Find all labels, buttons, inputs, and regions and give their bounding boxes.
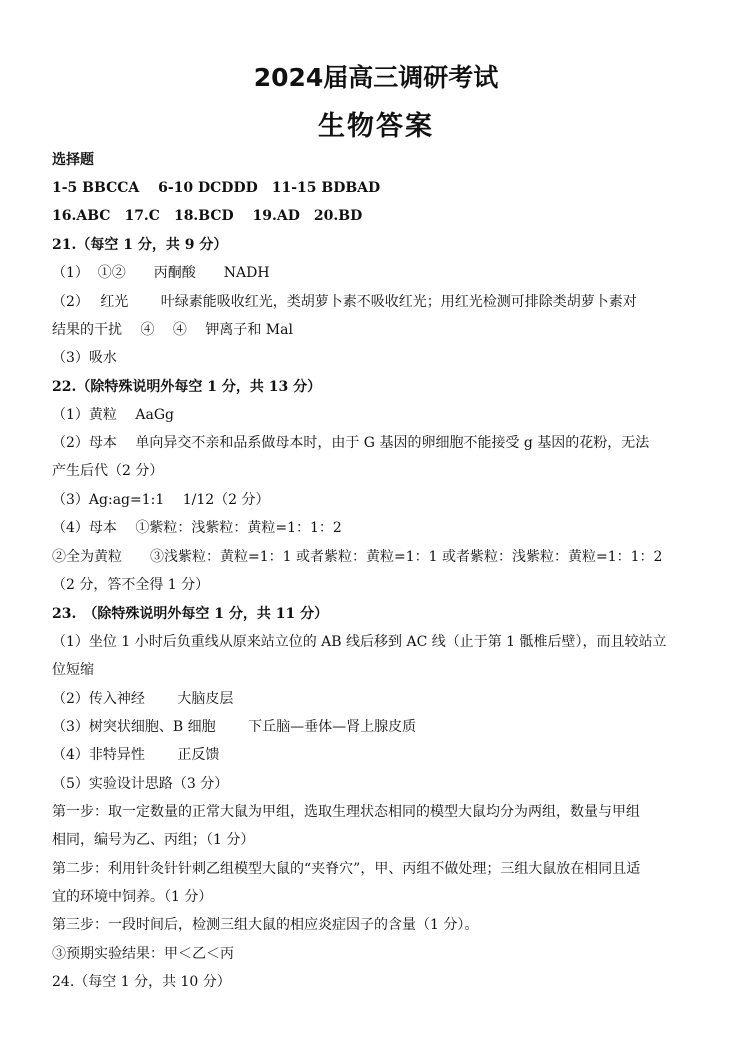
- text-line: （2）母本 单向异交不亲和品系做母本时，由于 G 基因的卵细胞不能接受 g 基因的花粉，无法: [52, 435, 650, 451]
- text-line: （2） 红光 叶绿素能吸收红光，类胡萝卜素不吸收红光；用红光检测可排除类胡萝卜素对: [52, 294, 637, 310]
- section-heading-choice: 选择题: [52, 152, 94, 168]
- page-subtitle: 生物答案: [318, 111, 434, 142]
- question-22-heading: 22.（除特殊说明外每空 1 分，共 13 分）: [52, 379, 322, 395]
- text-line: （1） ①② 丙酮酸 NADH: [52, 265, 270, 281]
- text-line: （3）Ag:ag=1:1 1/12（2 分）: [52, 492, 270, 508]
- text-line: 第一步：取一定数量的正常大鼠为甲组，选取生理状态相同的模型大鼠均分为两组，数量与甲组: [52, 804, 640, 820]
- text-line: （4）非特异性 正反馈: [52, 747, 220, 763]
- text-line: （1）坐位 1 小时后负重线从原来站立位的 AB 线后移到 AC 线（止于第 1 骶椎后壁），而且较站立: [52, 634, 667, 650]
- text-line: 第三步：一段时间后，检测三组大鼠的相应炎症因子的含量（1 分）。: [52, 917, 479, 933]
- text-line: （1）黄粒 AaGg: [52, 407, 174, 423]
- question-21-heading: 21.（每空 1 分，共 9 分）: [52, 237, 228, 253]
- text-line: （3）树突状细胞、B 细胞 下丘脑—垂体—肾上腺皮质: [52, 719, 417, 735]
- question-23-heading: 23. （除特殊说明外每空 1 分，共 11 分）: [52, 606, 329, 622]
- choice-answers-row-1: 1-5 BBCCA 6-10 DCDDD 11-15 BDBAD: [52, 180, 381, 196]
- text-line: （2）传入神经 大脑皮层: [52, 691, 234, 707]
- text-line: （2 分，答不全得 1 分）: [52, 577, 210, 593]
- text-line: （3）吸水: [52, 350, 117, 366]
- text-line: ②全为黄粒 ③浅紫粒：黄粒=1：1 或者紫粒：黄粒=1：1 或者紫粒：浅紫粒：黄粒=1：1：2: [52, 549, 663, 565]
- text-line: 相同，编号为乙、丙组；（1 分）: [52, 832, 255, 848]
- text-line: 产生后代（2 分）: [52, 463, 164, 479]
- text-line: ③预期实验结果：甲＜乙＜丙: [52, 946, 234, 962]
- text-line: 位短缩: [52, 662, 94, 678]
- text-line: （5）实验设计思路（3 分）: [52, 776, 229, 792]
- text-line: 宜的环境中饲养。（1 分）: [52, 889, 213, 905]
- text-line: 第二步：利用针灸针针刺乙组模型大鼠的“夹脊穴”，甲、丙组不做处理；三组大鼠放在相同且适: [52, 861, 641, 877]
- page-title: 2024届高三调研考试: [253, 63, 499, 92]
- choice-answers-row-2: 16.ABC 17.C 18.BCD 19.AD 20.BD: [52, 208, 363, 224]
- text-line: （4）母本 ①紫粒：浅紫粒：黄粒=1：1：2: [52, 520, 342, 536]
- text-line: 结果的干扰 ④ ④ 钾离子和 Mal: [52, 322, 293, 338]
- question-24-heading: 24.（每空 1 分，共 10 分）: [52, 974, 231, 990]
